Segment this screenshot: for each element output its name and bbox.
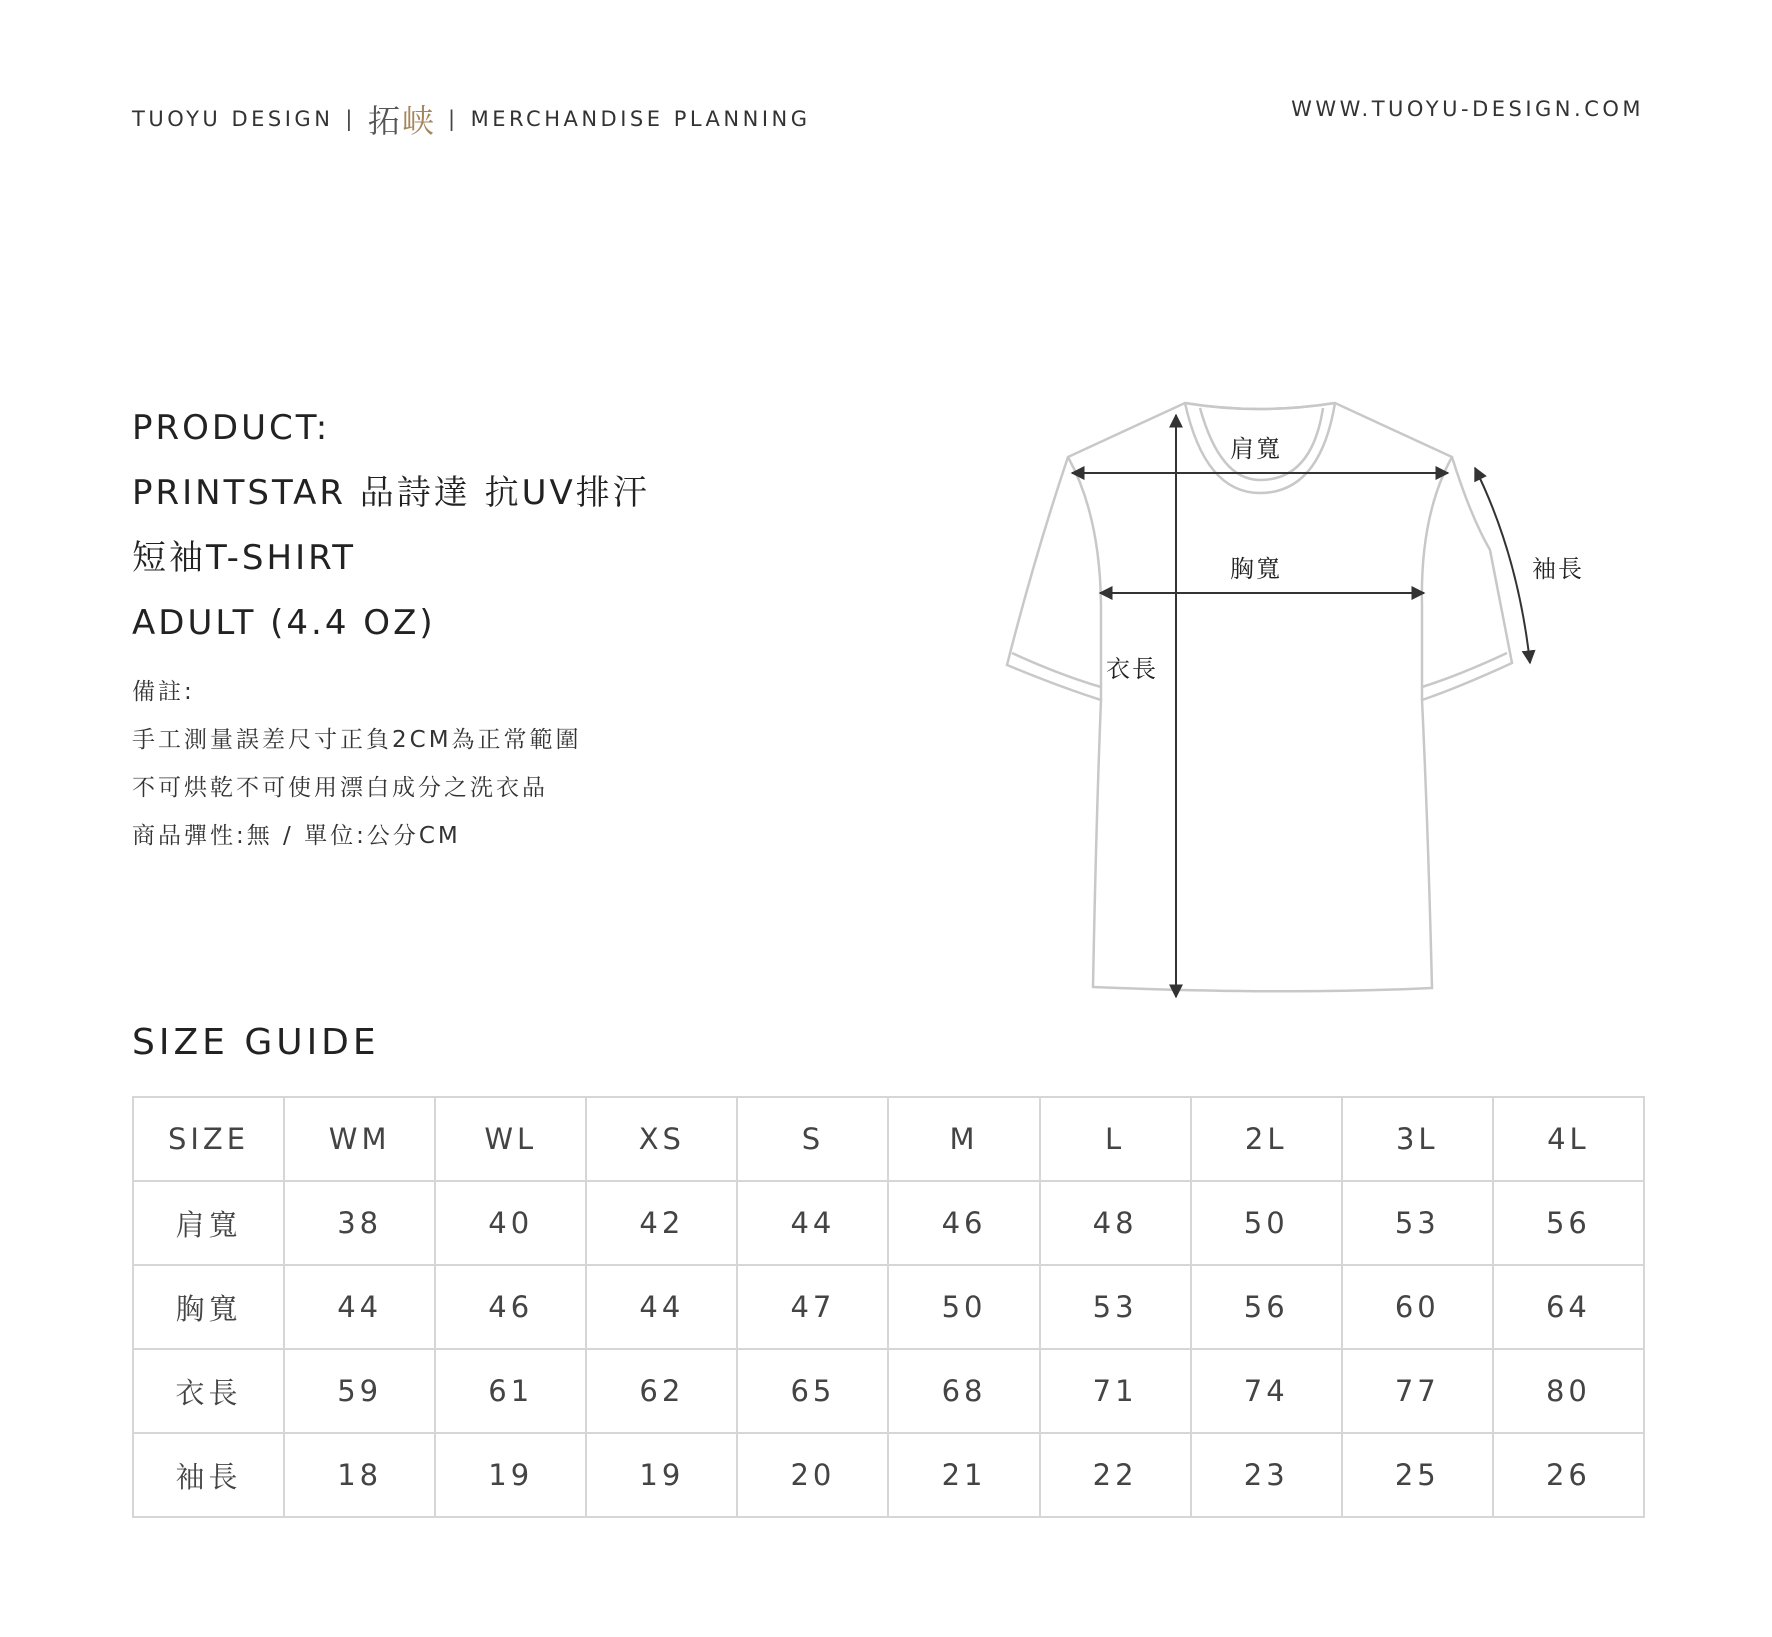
table-cell: 23	[1191, 1433, 1342, 1517]
tagline-separator: |	[448, 107, 459, 131]
header-cell: 4L	[1493, 1097, 1644, 1181]
table-cell: 74	[1191, 1349, 1342, 1433]
header-brand-group	[132, 96, 811, 142]
header-cell: XS	[586, 1097, 737, 1181]
sleeve-label: 袖長	[1532, 555, 1584, 583]
header-cell: 2L	[1191, 1097, 1342, 1181]
header-cell: WM	[284, 1097, 435, 1181]
table-cell: 59	[284, 1349, 435, 1433]
product-line-2: 短袖T-SHIRT	[132, 538, 357, 578]
header-cell: M	[888, 1097, 1039, 1181]
table-cell: 77	[1342, 1349, 1493, 1433]
brand-separator: |	[345, 107, 356, 131]
row-label: 胸寬	[133, 1265, 284, 1349]
table-cell: 19	[586, 1433, 737, 1517]
website-url: WWW.TUOYU-DESIGN.COM	[1291, 97, 1644, 121]
header-cell: SIZE	[133, 1097, 284, 1181]
table-cell: 21	[888, 1433, 1039, 1517]
shoulder-label: 肩寬	[1230, 435, 1282, 463]
table-cell: 56	[1191, 1265, 1342, 1349]
size-table	[132, 1096, 1645, 1518]
brand-name: TUOYU DESIGN	[132, 107, 334, 131]
table-cell: 19	[435, 1433, 586, 1517]
table-cell: 44	[737, 1181, 888, 1265]
table-cell: 48	[1040, 1181, 1191, 1265]
header-cell: 3L	[1342, 1097, 1493, 1181]
table-cell: 60	[1342, 1265, 1493, 1349]
table-row	[133, 1349, 1644, 1433]
table-cell: 44	[284, 1265, 435, 1349]
size-guide-title: SIZE GUIDE	[132, 1022, 380, 1063]
product-line-3: ADULT (4.4 OZ)	[132, 603, 436, 643]
note-line-1: 手工測量誤差尺寸正負2CM為正常範圍	[132, 727, 582, 753]
table-cell: 64	[1493, 1265, 1644, 1349]
note-line-2: 不可烘乾不可使用漂白成分之洗衣品	[132, 775, 548, 801]
table-cell: 65	[737, 1349, 888, 1433]
table-cell: 62	[586, 1349, 737, 1433]
table-row	[133, 1181, 1644, 1265]
table-cell: 26	[1493, 1433, 1644, 1517]
table-cell: 38	[284, 1181, 435, 1265]
logo-char-1: 拓	[367, 102, 402, 140]
tshirt-diagram	[990, 395, 1610, 1015]
table-row	[133, 1433, 1644, 1517]
product-info	[132, 396, 892, 656]
table-cell: 80	[1493, 1349, 1644, 1433]
table-cell: 68	[888, 1349, 1039, 1433]
sleeve-arrow	[1475, 468, 1530, 663]
note-line-3: 商品彈性:無 / 單位:公分CM	[132, 823, 461, 849]
table-cell: 25	[1342, 1433, 1493, 1517]
size-header-row	[133, 1097, 1644, 1181]
measure-arrows	[1072, 415, 1530, 997]
table-cell: 61	[435, 1349, 586, 1433]
table-cell: 22	[1040, 1433, 1191, 1517]
table-cell: 18	[284, 1433, 435, 1517]
row-label: 肩寬	[133, 1181, 284, 1265]
header-cell: S	[737, 1097, 888, 1181]
product-line-1: PRINTSTAR 品詩達 抗UV排汗	[132, 473, 650, 513]
table-cell: 71	[1040, 1349, 1191, 1433]
tagline: MERCHANDISE PLANNING	[470, 107, 811, 131]
logo	[368, 96, 436, 142]
table-cell: 46	[888, 1181, 1039, 1265]
row-label: 袖長	[133, 1433, 284, 1517]
table-cell: 42	[586, 1181, 737, 1265]
length-label: 衣長	[1106, 655, 1158, 683]
table-cell: 53	[1342, 1181, 1493, 1265]
header-cell: WL	[435, 1097, 586, 1181]
tshirt-svg	[990, 395, 1610, 1015]
header-cell: L	[1040, 1097, 1191, 1181]
row-label: 衣長	[133, 1349, 284, 1433]
logo-char-2: 峡	[402, 102, 437, 140]
table-cell: 47	[737, 1265, 888, 1349]
table-cell: 50	[888, 1265, 1039, 1349]
table-cell: 44	[586, 1265, 737, 1349]
table-cell: 56	[1493, 1181, 1644, 1265]
notes-title: 備註:	[132, 679, 195, 705]
table-cell: 53	[1040, 1265, 1191, 1349]
table-cell: 50	[1191, 1181, 1342, 1265]
table-cell: 46	[435, 1265, 586, 1349]
product-label: PRODUCT:	[132, 408, 331, 448]
table-row	[133, 1265, 1644, 1349]
notes	[132, 668, 582, 860]
chest-label: 胸寬	[1230, 555, 1282, 583]
tshirt-outline	[1007, 403, 1512, 991]
table-cell: 20	[737, 1433, 888, 1517]
table-cell: 40	[435, 1181, 586, 1265]
